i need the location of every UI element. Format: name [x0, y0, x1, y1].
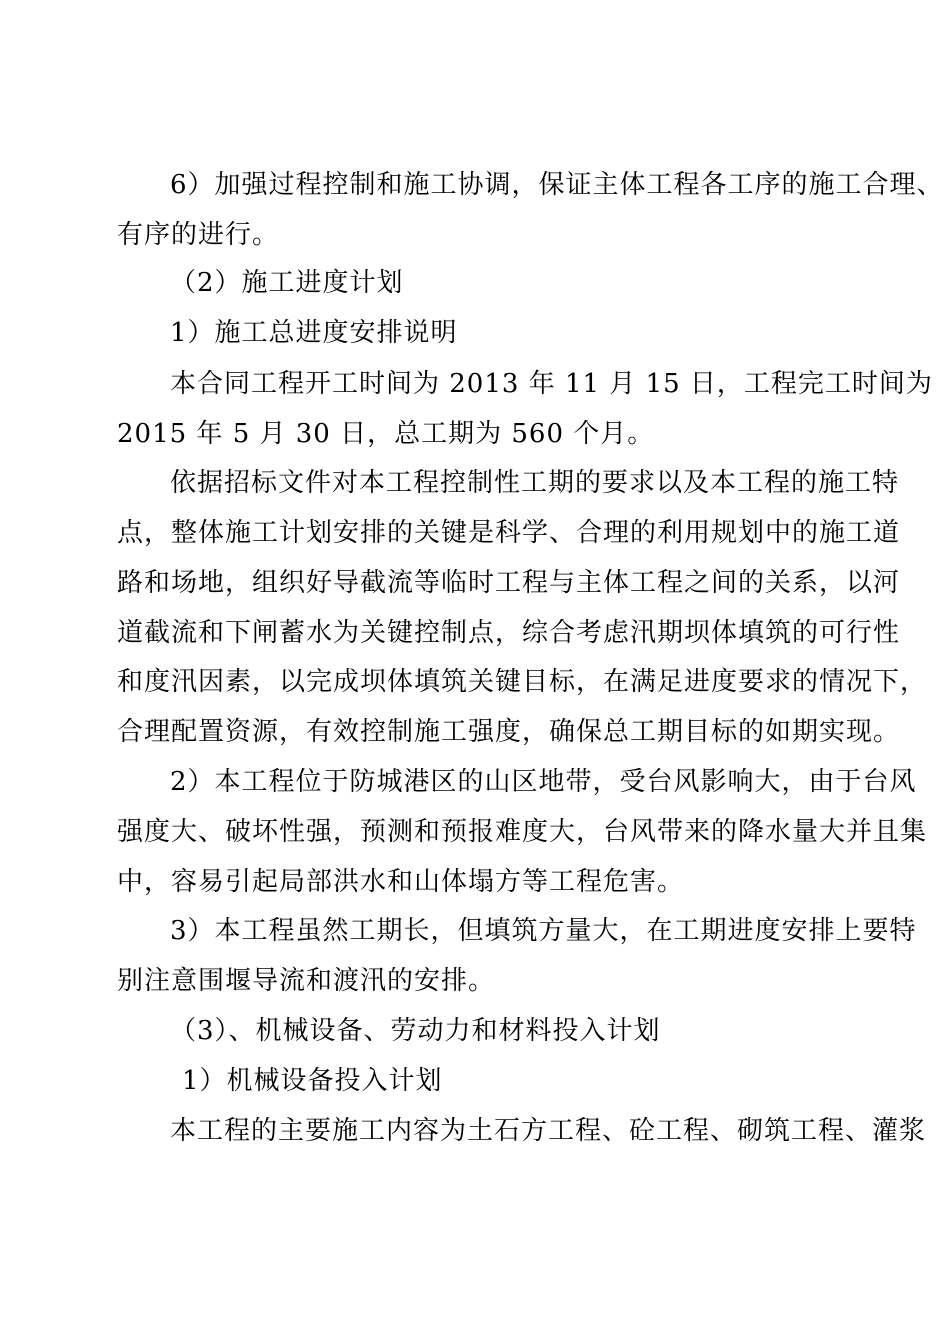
paragraph-line: 6）加强过程控制和施工协调，保证主体工程各工序的施工合理、	[170, 170, 944, 200]
paragraph-line: 依据招标文件对本工程控制性工期的要求以及本工程的施工特	[170, 468, 900, 498]
paragraph-line: 和度汛因素，以完成坝体填筑关键目标，在满足进度要求的情况下，	[117, 667, 928, 697]
paragraph-line: 本合同工程开工时间为 2013 年 11 月 15 日，工程完工时间为	[170, 369, 933, 399]
paragraph-line: 强度大、破坏性强，预测和预报难度大，台风带来的降水量大并且集	[117, 817, 928, 847]
paragraph-line: 有序的进行。	[117, 220, 280, 250]
paragraph-line: 合理配置资源，有效控制施工强度，确保总工期目标的如期实现。	[117, 717, 901, 747]
paragraph-line: 路和场地，组织好导截流等临时工程与主体工程之间的关系，以河	[117, 568, 901, 598]
paragraph-line: 2015 年 5 月 30 日，总工期为 560 个月。	[117, 419, 655, 449]
paragraph-line: 中，容易引起局部洪水和山体塌方等工程危害。	[117, 867, 685, 897]
paragraph-line: 别注意围堰导流和渡汛的安排。	[117, 966, 496, 996]
paragraph-line: 本工程的主要施工内容为土石方工程、砼工程、砌筑工程、灌浆	[170, 1116, 927, 1146]
section-heading: （2）施工进度计划	[170, 268, 404, 298]
paragraph-line: 道截流和下闸蓄水为关键控制点，综合考虑汛期坝体填筑的可行性	[117, 618, 901, 648]
paragraph-line: 3）本工程虽然工期长，但填筑方量大，在工期进度安排上要特	[170, 916, 917, 946]
section-heading: （3）、机械设备、劳动力和材料投入计划	[170, 1016, 661, 1046]
subsection-heading: 1）施工总进度安排说明	[170, 318, 458, 348]
subsection-heading: 1）机械设备投入计划	[182, 1066, 443, 1096]
paragraph-line: 点，整体施工计划安排的关键是科学、合理的利用规划中的施工道	[117, 518, 901, 548]
paragraph-line: 2）本工程位于防城港区的山区地带，受台风影响大，由于台风	[170, 767, 917, 797]
